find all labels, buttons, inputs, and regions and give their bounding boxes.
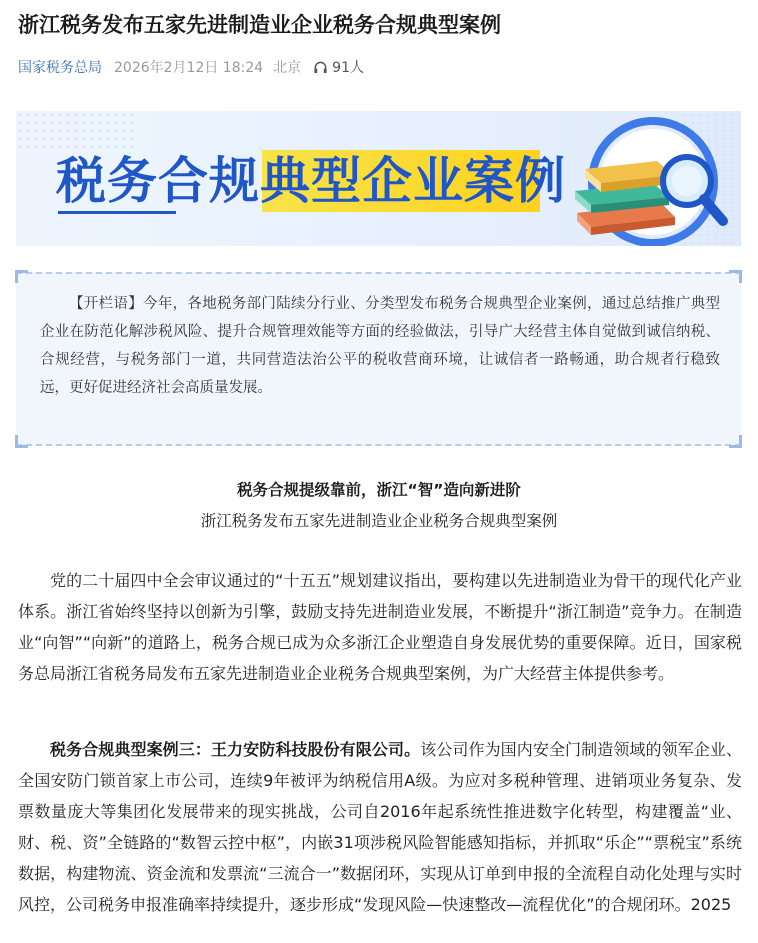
body-paragraph-2 — [18, 734, 742, 920]
column-banner — [16, 111, 741, 246]
article-meta — [18, 56, 364, 78]
case-text: 该公司作为国内安全门制造领域的领军企业、全国安防门锁首家上市公司，连续9年被评为纳税信用A级。为应对多税种管理、进销项业务复杂、发票数量庞大等集团化发展带来的现实挑战，公司自2016年起系统性推进数字化转型，构建覆盖“业、财、税、资”全链路的“数智云控中枢”，内嵌31项涉税风险智能感知指标，并抓取“乐企”“票税宝”系统数据，构建物流、资金流和发票流“三流合一”数据闭环，实现从订单到申报的全流程自动化处理与实时风控，公司税务申报准确率持续提升，逐步形成“发现风险—快速整改—流程优化”的合规闭环。2025 — [18, 740, 742, 914]
section-subheading: 浙江税务发布五家先进制造业企业税务合规典型案例 — [200, 512, 558, 530]
article-source-link[interactable]: 国家税务总局 — [18, 60, 102, 76]
article-title: 浙江税务发布五家先进制造业企业税务合规典型案例 — [18, 13, 501, 37]
banner-underline — [58, 211, 176, 214]
section-heading: 税务合规提级靠前，浙江“智”造向新进阶 — [237, 481, 521, 499]
case-lead: 税务合规典型案例三：王力安防科技股份有限公司。 — [50, 740, 421, 759]
intro-box-corner — [15, 270, 28, 283]
intro-box-corner — [729, 270, 742, 283]
magnifier-icon — [663, 157, 723, 221]
article-datetime: 2026年2月12日 18:24 — [114, 60, 264, 76]
intro-box-corner — [729, 435, 742, 448]
banner-dot-pattern-left — [16, 111, 136, 151]
intro-text: 【开栏语】今年，各地税务部门陆续分行业、分类型发布税务合规典型企业案例，通过总结推广典型企业在防范化解涉税风险、提升合规管理效能等方面的经验做法，引导广大经营主体自觉做到诚信纳税、合规经营，与税务部门一道，共同营造法治公平的税收营商环境，让诚信者一路畅通，助合规者行稳致远，更好促进经济社会高质量发展。 — [40, 296, 720, 396]
body-paragraph-1: 党的二十届四中全会审议通过的“十五五”规划建议指出，要构建以先进制造业为骨干的现代化产业体系。浙江省始终坚持以创新为引擎，鼓励支持先进制造业发展，不断提升“浙江制造”竞争力。在制造业“向智”“向新”的道路上，税务合规已成为众多浙江企业塑造自身发展优势的重要保障。近日，国家税务总局浙江省税务局发布五家先进制造业企业税务合规典型案例，为广大经营主体提供参考。 — [18, 571, 742, 683]
banner-title: 税务合规典型企业案例 — [56, 152, 566, 210]
intro-box — [16, 272, 741, 446]
headphones-icon — [313, 60, 328, 75]
intro-box-corner — [15, 435, 28, 448]
listen-count: 91人 — [332, 60, 364, 76]
article-location: 北京 — [273, 60, 302, 76]
books-icon — [575, 161, 675, 235]
books-magnifier-icon — [571, 147, 741, 243]
listen-button[interactable] — [313, 57, 364, 77]
